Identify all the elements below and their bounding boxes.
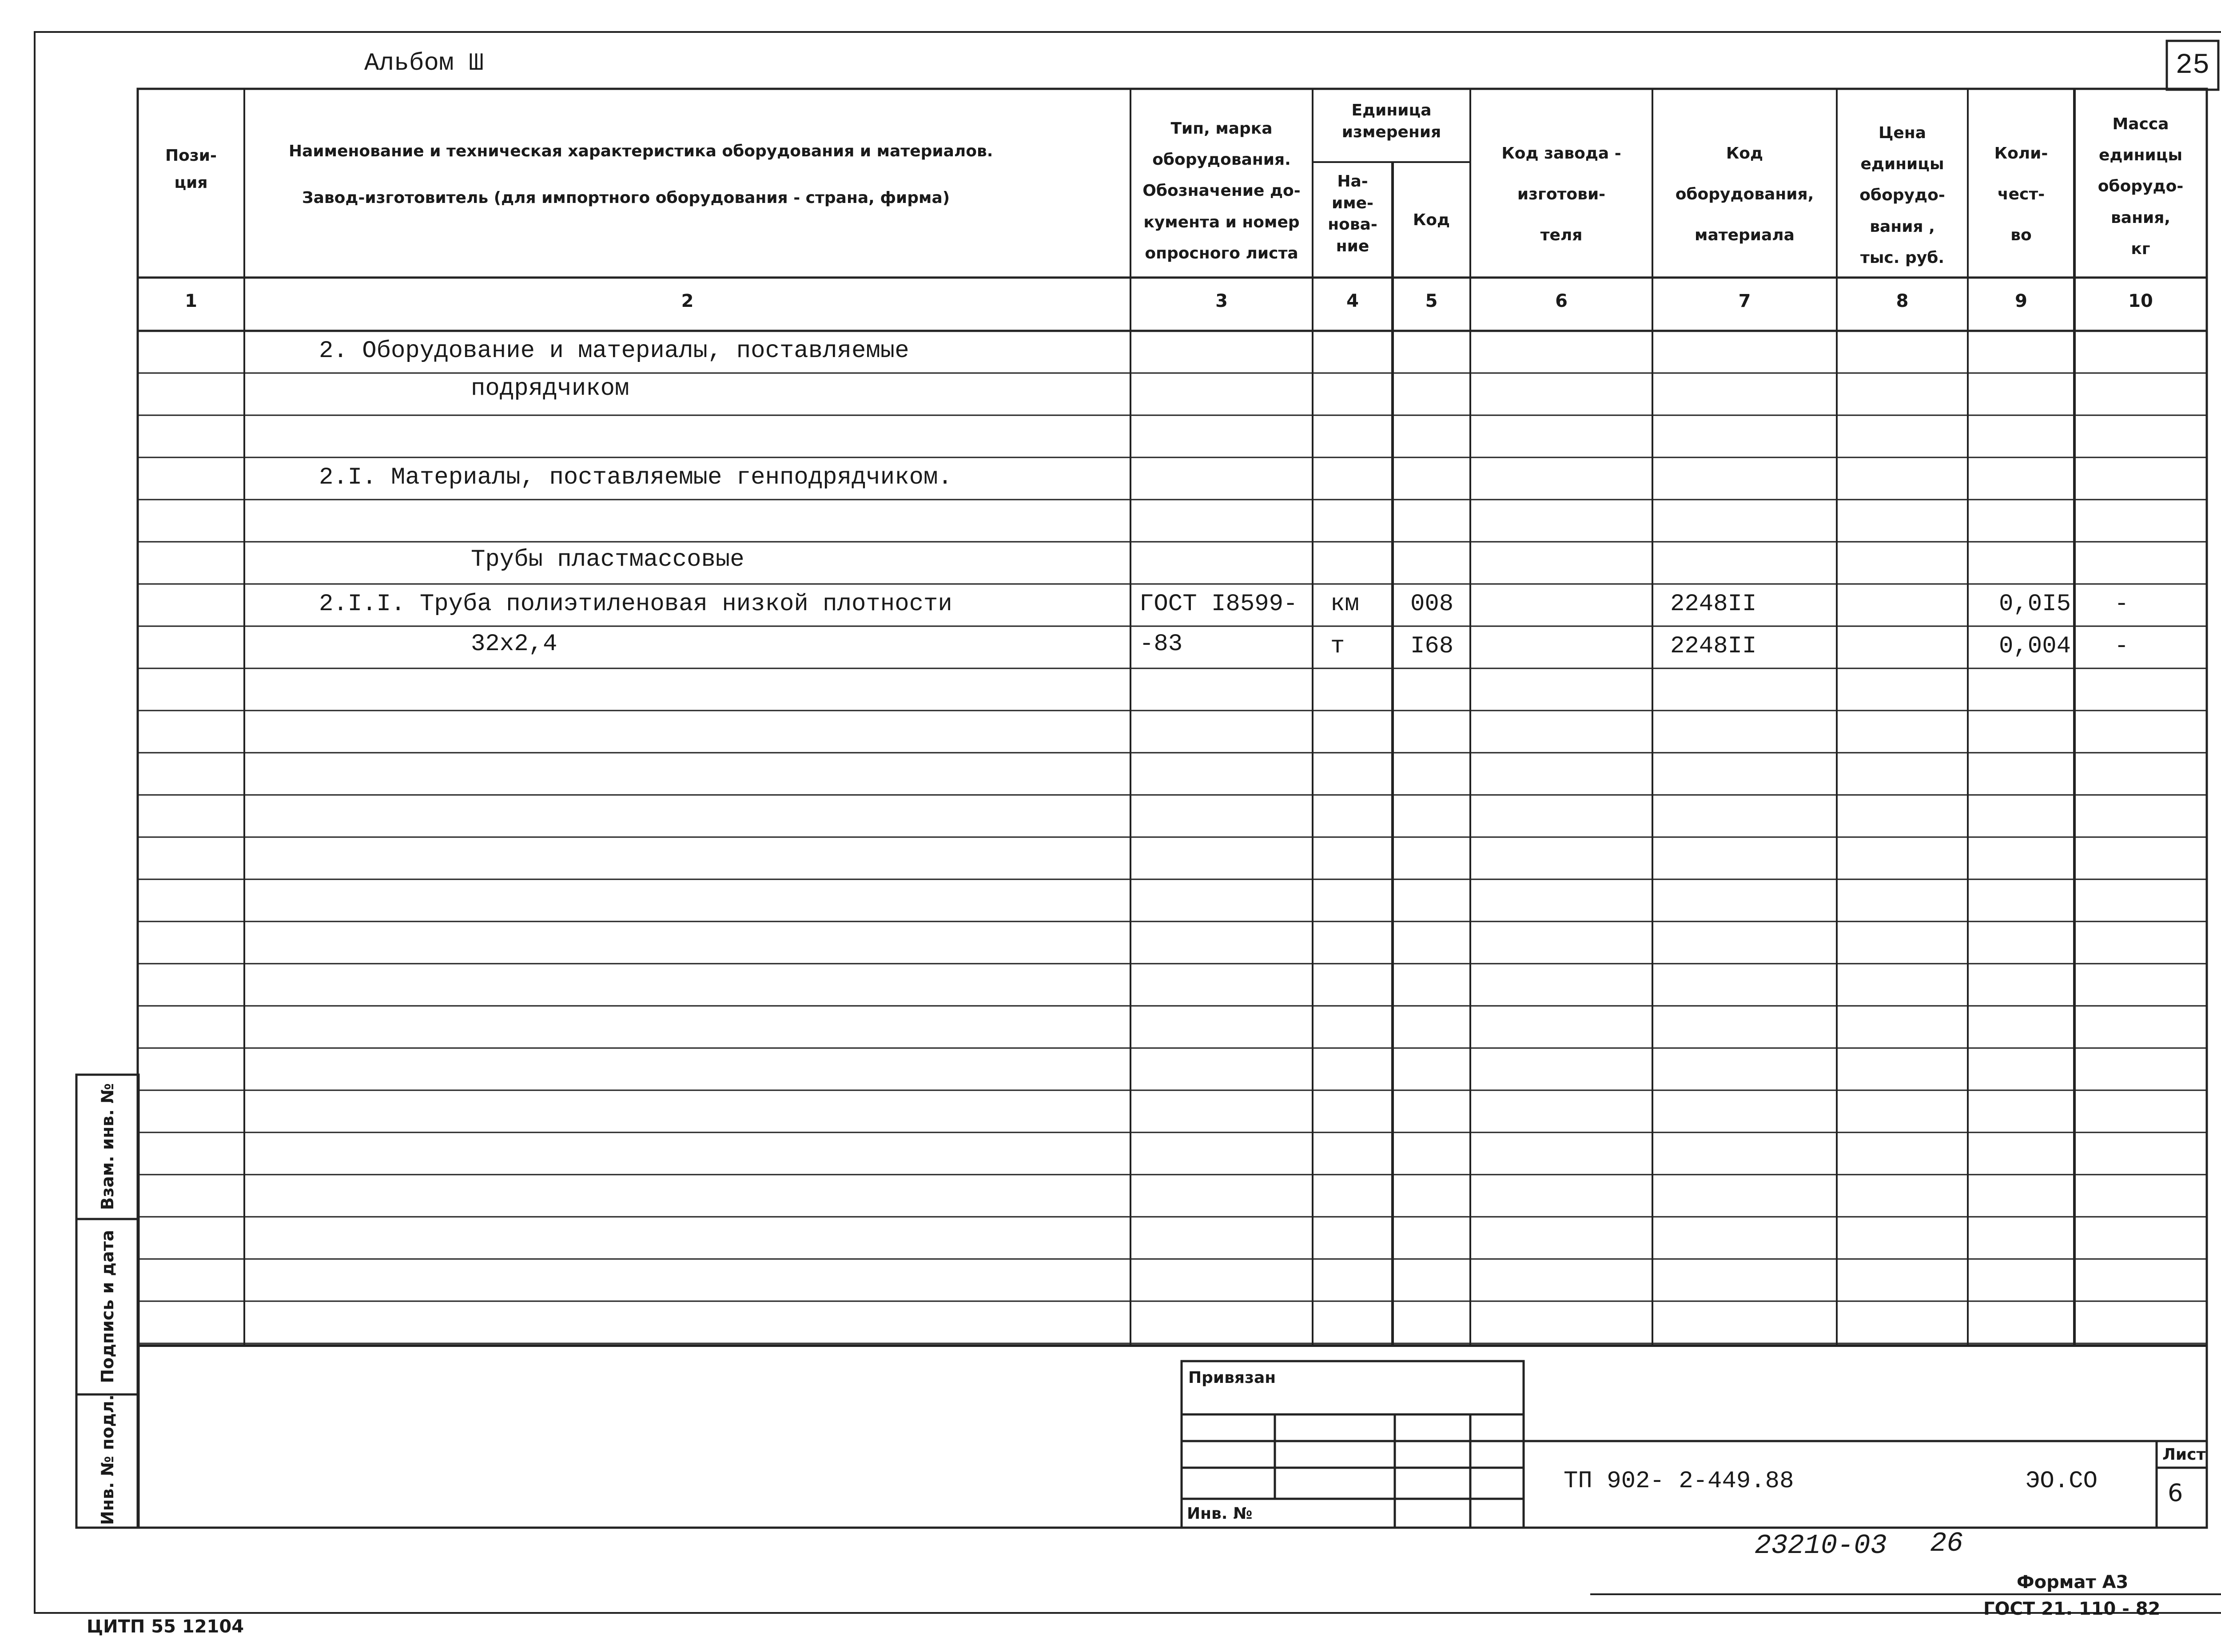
stamp-inventory-label: Инв. № <box>1187 1505 1253 1523</box>
album-label: Альбом Ш <box>364 49 484 77</box>
header-quantity: Коли- чест- во <box>1994 144 2048 244</box>
header-mass: Масса единицы оборудо- вания, кг <box>2098 115 2184 258</box>
header-price: Цена единицы оборудо- вания , тыс. руб. <box>1859 124 1945 267</box>
row-item-unit: км <box>1330 591 1359 618</box>
column-number-10: 10 <box>2128 291 2153 311</box>
row-item-quantity: 0,0I5 <box>1999 591 2071 618</box>
row-item-unit-code: 008 <box>1410 591 1454 618</box>
row-item2-unit-code: I68 <box>1410 633 1454 660</box>
row-section-title-cont: подрядчиком <box>471 375 629 402</box>
stamp-section-code: ЭО.СО <box>2026 1468 2098 1495</box>
handwritten-page-number: 26 <box>1930 1528 1963 1559</box>
row-item-doc-cont: -83 <box>1139 631 1183 658</box>
column-number-1: 1 <box>185 291 197 311</box>
side-label-replacement-inventory: Взам. инв. № <box>98 1083 117 1210</box>
column-number-3: 3 <box>1215 291 1228 311</box>
column-number-9: 9 <box>2015 291 2027 311</box>
column-number-2: 2 <box>681 291 694 311</box>
header-name-line2: Завод-изготовитель (для импортного оборудования - страна, фирма) <box>302 189 950 207</box>
footer-citp: ЦИТП 55 12104 <box>87 1616 244 1637</box>
row-item-equipment-code: 2248II <box>1670 591 1757 618</box>
header-unit-group: Единица измерения <box>1341 101 1441 141</box>
footer-format: Формат А3 <box>2017 1572 2129 1592</box>
header-position: Пози- ция <box>165 147 217 192</box>
row-item-doc: ГОСТ I8599- <box>1139 591 1298 618</box>
header-equipment-code: Код оборудования, материала <box>1675 144 1814 244</box>
row-item-mass: - <box>2114 591 2129 618</box>
header-unit-code: Код <box>1413 211 1450 229</box>
side-label-original-inventory: Инв. № подл. <box>98 1394 117 1525</box>
row-item-size: 32х2,4 <box>471 631 557 658</box>
header-unit-name: На- име- нова- ние <box>1328 172 1377 255</box>
stamp-bound-label: Привязан <box>1188 1369 1276 1387</box>
stamp-sheet-number: 6 <box>2168 1479 2183 1507</box>
handwritten-archive-number: 23210-03 <box>1755 1530 1887 1561</box>
column-number-5: 5 <box>1425 291 1438 311</box>
row-item2-quantity: 0,004 <box>1999 633 2071 660</box>
column-number-8: 8 <box>1896 291 1909 311</box>
column-number-6: 6 <box>1555 291 1568 311</box>
page-number: 25 <box>2175 50 2210 82</box>
row-item-name: 2.I.I. Труба полиэтиленовая низкой плотности <box>319 591 952 618</box>
header-type: Тип, марка оборудования. Обозначение до- кумента и номер опросного листа <box>1142 119 1301 262</box>
stamp-document-code: ТП 902- 2-449.88 <box>1564 1468 1794 1495</box>
row-section-title: 2. Оборудование и материалы, поставляемые <box>319 338 909 365</box>
footer-gost: ГОСТ 21. 110 - 82 <box>1983 1599 2161 1619</box>
row-group-title: Трубы пластмассовые <box>471 546 744 573</box>
row-item2-mass: - <box>2114 633 2129 660</box>
row-item2-equipment-code: 2248II <box>1670 633 1757 660</box>
row-subsection-title: 2.I. Материалы, поставляемые генподрядчиком. <box>319 464 952 491</box>
side-label-signature-date: Подпись и дата <box>98 1230 117 1383</box>
header-plant-code: Код завода - изготови- теля <box>1501 144 1621 244</box>
column-number-4: 4 <box>1346 291 1359 311</box>
stamp-sheet-label: Лист <box>2162 1446 2206 1464</box>
column-number-7: 7 <box>1738 291 1751 311</box>
header-name-line1: Наименование и техническая характеристика оборудования и материалов. <box>289 142 993 160</box>
row-item2-unit: т <box>1330 633 1345 660</box>
